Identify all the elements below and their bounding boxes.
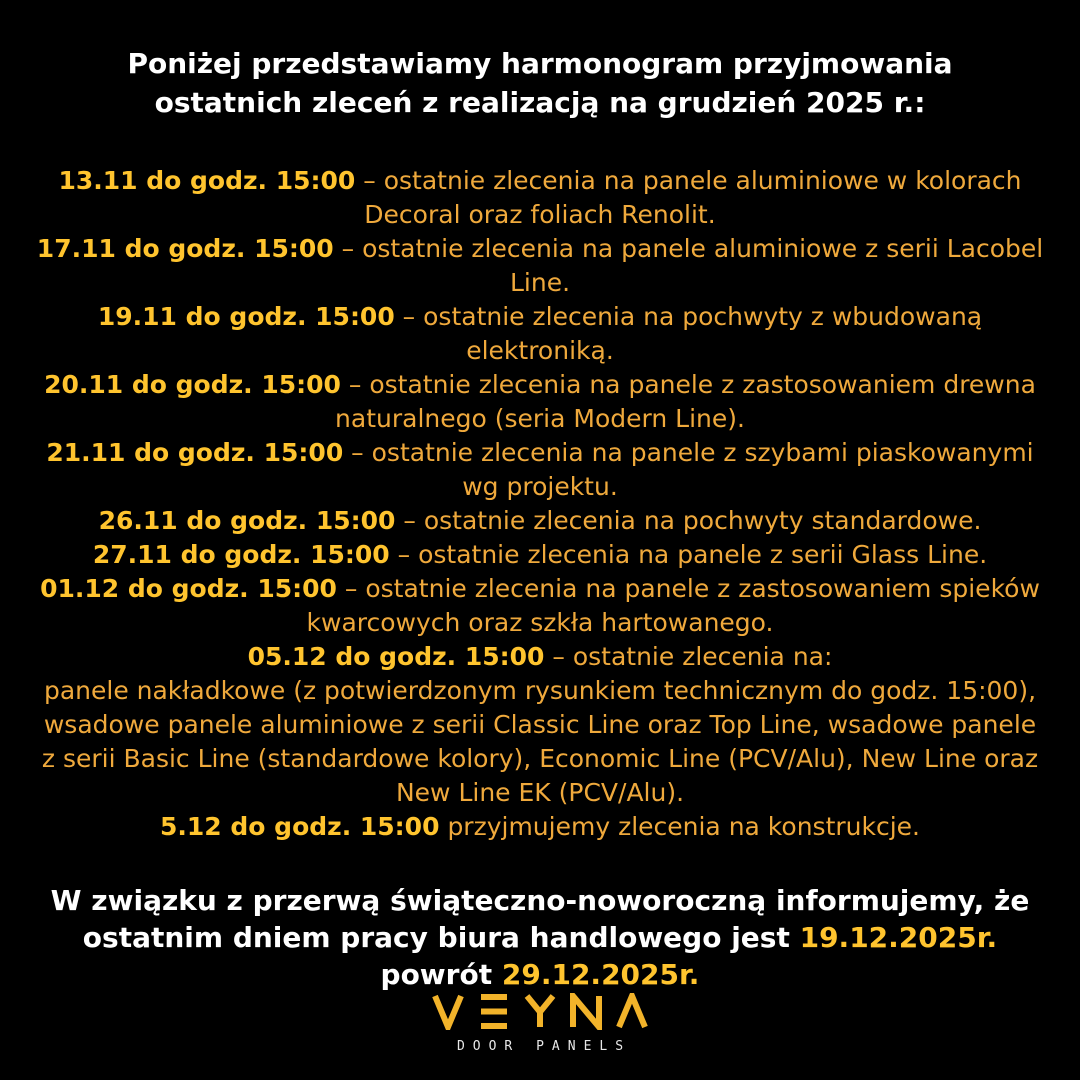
deadline-date: 13.11 do godz. 15:00 — [58, 166, 356, 195]
logo-letter-v — [435, 996, 461, 1027]
page-title: Poniżej przedstawiamy harmonogram przyjmowania ostatnich zleceń z realizacją na grudzień 2025 r.: — [127, 47, 953, 119]
deadline-text: ostatnie zlecenia na panele z serii Glass Line. — [418, 540, 988, 569]
deadline-text: panele nakładkowe (z potwierdzonym rysunkiem technicznym do godz. 15:00), wsadowe panele aluminiowe z serii Classic Line oraz Top Line, wsadowe panele z serii Basic Line (standardowe kolory), Economic Line (PCV/Alu), New Line oraz New Line EK (PCV/Alu). — [41, 676, 1039, 807]
deadline-text: ostatnie zlecenia na pochwyty standardowe. — [423, 506, 982, 535]
notice-return-label: powrót — [380, 958, 502, 991]
schedule-item — [34, 810, 1046, 844]
schedule-item — [34, 164, 1046, 232]
schedule-item — [34, 232, 1046, 300]
deadline-date: 05.12 do godz. 15:00 — [247, 642, 545, 671]
logo-letter-a — [619, 996, 645, 1027]
deadline-date: 17.11 do godz. 15:00 — [36, 234, 334, 263]
schedule-item — [34, 368, 1046, 436]
logo-letter-y — [527, 996, 553, 1027]
deadline-date: 5.12 do godz. 15:00 — [160, 812, 440, 841]
schedule-item — [34, 504, 1046, 538]
deadline-date: 26.11 do godz. 15:00 — [98, 506, 396, 535]
logo-letter-n — [573, 996, 599, 1027]
schedule-item — [34, 436, 1046, 504]
deadline-sep: – — [333, 234, 363, 263]
brand-tagline: DOOR PANELS — [456, 1039, 632, 1054]
deadline-sep: – — [389, 540, 419, 569]
deadline-sep: – — [544, 642, 573, 671]
deadline-date: 21.11 do godz. 15:00 — [46, 438, 344, 467]
schedule-item — [34, 640, 1046, 674]
brand-logo — [0, 993, 1080, 1054]
deadline-date: 27.11 do godz. 15:00 — [92, 540, 390, 569]
deadline-sep: – — [394, 302, 424, 331]
schedule-item — [34, 572, 1046, 640]
deadline-text: ostatnie zlecenia na panele z szybami piaskowanymi wg projektu. — [371, 438, 1034, 501]
holiday-notice — [50, 882, 1030, 993]
schedule-item — [34, 674, 1046, 810]
deadline-text: ostatnie zlecenia na panele z zastosowaniem spieków kwarcowych oraz szkła hartowanego. — [306, 574, 1040, 637]
veyna-logo-icon — [432, 993, 648, 1030]
notice-text: W związku z przerwą świąteczno-noworoczną informujemy, że ostatnim dniem pracy biura handlowego jest — [50, 884, 1030, 954]
schedule-item — [34, 300, 1046, 368]
deadline-text: ostatnie zlecenia na pochwyty z wbudowaną elektroniką. — [423, 302, 983, 365]
deadline-text: przyjmujemy zlecenia na konstrukcje. — [447, 812, 920, 841]
deadline-date: 01.12 do godz. 15:00 — [40, 574, 337, 603]
deadline-text: ostatnie zlecenia na: — [572, 642, 833, 671]
deadline-text: ostatnie zlecenia na panele aluminiowe w kolorach Decoral oraz foliach Renolit. — [364, 166, 1022, 229]
deadline-sep: – — [395, 506, 424, 535]
deadline-sep: – — [355, 166, 384, 195]
deadline-text: ostatnie zlecenia na panele z zastosowaniem drewna naturalnego (seria Modern Line). — [335, 370, 1036, 433]
schedule-list — [34, 164, 1046, 844]
deadline-date: 19.11 do godz. 15:00 — [97, 302, 395, 331]
deadline-text: ostatnie zlecenia na panele aluminiowe z serii Lacobel Line. — [362, 234, 1044, 297]
notice-last-day-date: 19.12.2025r. — [799, 921, 998, 954]
deadline-date: 20.11 do godz. 15:00 — [44, 370, 341, 399]
deadline-sep: – — [343, 438, 372, 467]
notice-return-date: 29.12.2025r. — [501, 958, 700, 991]
schedule-item — [34, 538, 1046, 572]
logo-letter-e — [481, 997, 507, 1026]
deadline-sep: – — [336, 574, 366, 603]
deadline-sep: – — [340, 370, 370, 399]
